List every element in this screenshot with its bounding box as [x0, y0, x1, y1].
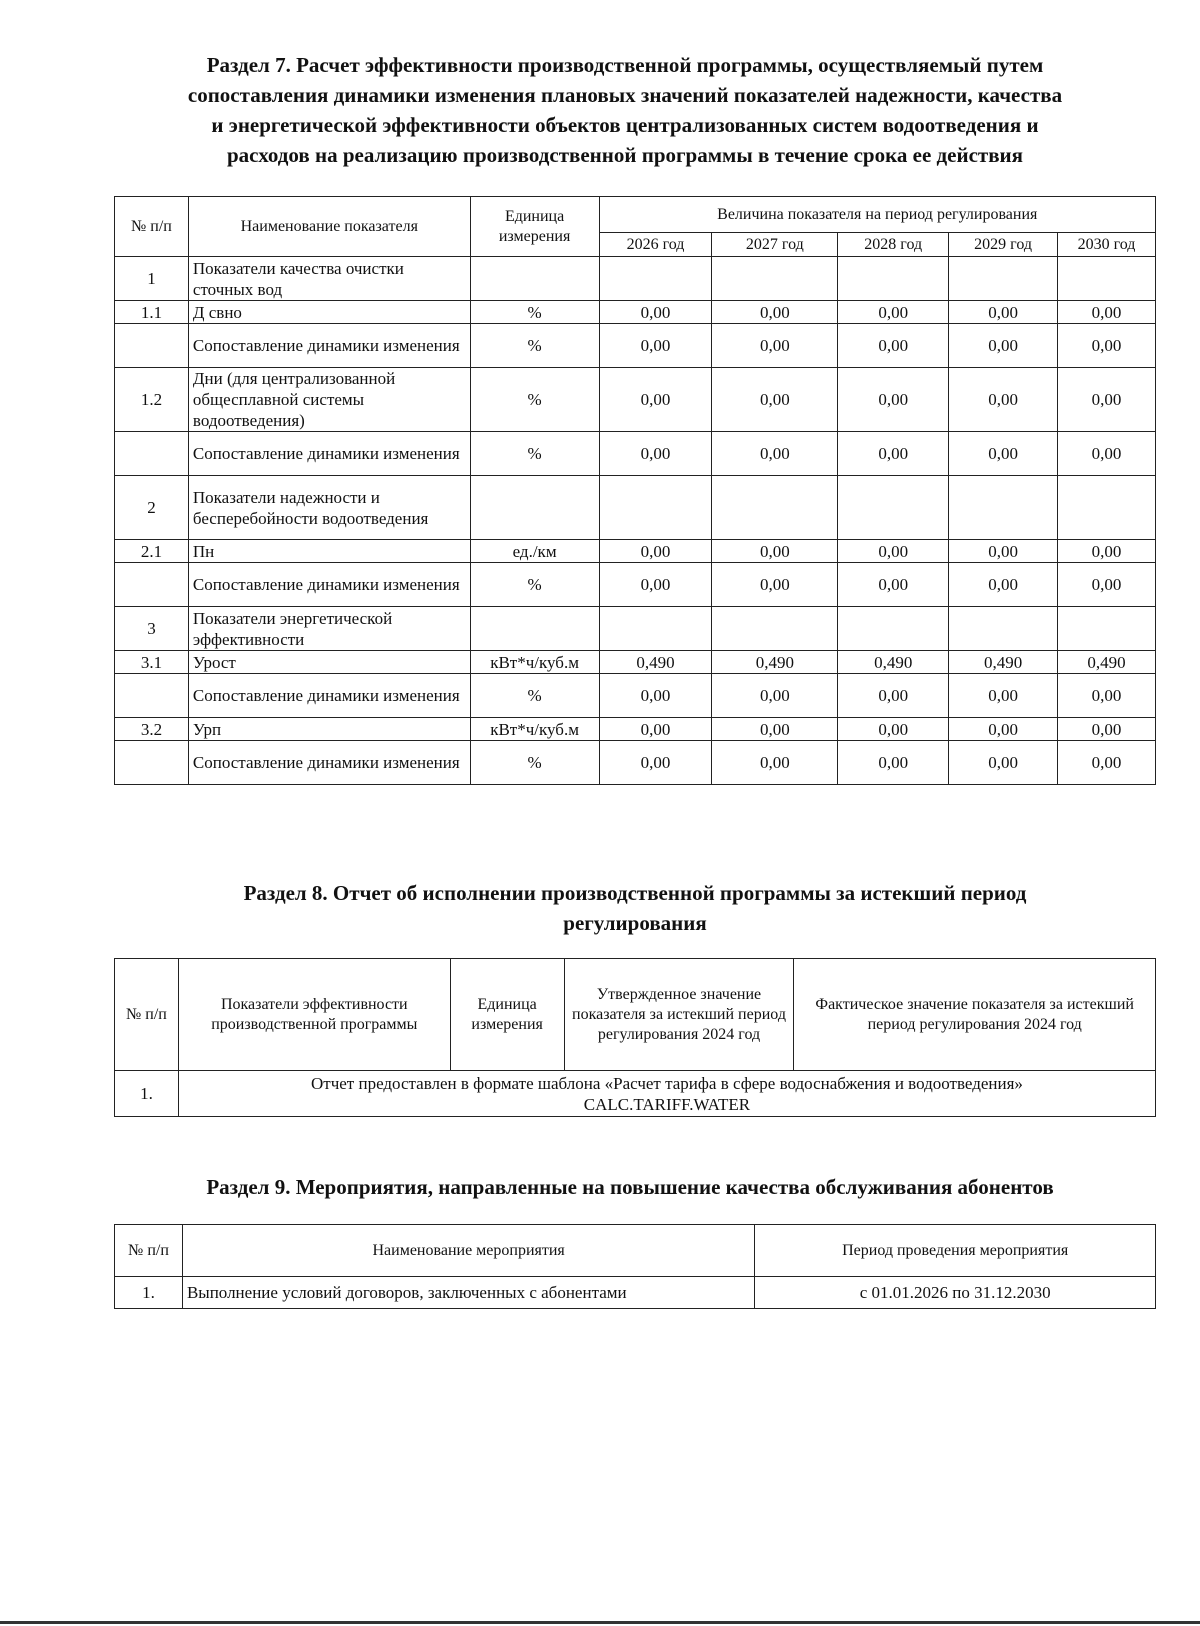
row-value [712, 476, 838, 540]
row-num: 3.1 [115, 651, 189, 674]
row-value: 0,00 [838, 674, 949, 718]
row-value: 0,00 [1058, 368, 1156, 432]
row-num [115, 563, 189, 607]
row-value: 0,490 [712, 651, 838, 674]
activities-row-name: Выполнение условий договоров, заключенных с абонентами [182, 1277, 754, 1309]
activities-header-period: Период проведения мероприятия [755, 1225, 1156, 1277]
row-name: Сопоставление динамики изменения [188, 432, 470, 476]
row-value: 0,490 [949, 651, 1058, 674]
row-value: 0,00 [838, 741, 949, 785]
row-value [599, 476, 712, 540]
row-unit: ед./км [470, 540, 599, 563]
report-header-indicators: Показатели эффективности производственной программы [178, 959, 450, 1071]
row-name: Сопоставление динамики изменения [188, 324, 470, 368]
row-value: 0,00 [949, 324, 1058, 368]
row-value: 0,00 [838, 432, 949, 476]
report-row-num: 1. [115, 1071, 179, 1117]
row-value: 0,00 [838, 368, 949, 432]
table-row [115, 301, 1156, 324]
activities-header-num: № п/п [115, 1225, 183, 1277]
row-value: 0,00 [949, 368, 1058, 432]
row-value: 0,00 [1058, 741, 1156, 785]
row-value: 0,00 [838, 563, 949, 607]
row-value: 0,00 [599, 301, 712, 324]
row-num: 1.2 [115, 368, 189, 432]
report-row-text [178, 1071, 1155, 1117]
row-unit: % [470, 432, 599, 476]
row-value: 0,490 [599, 651, 712, 674]
row-value: 0,00 [838, 540, 949, 563]
row-unit: % [470, 563, 599, 607]
row-value: 0,00 [949, 301, 1058, 324]
row-value: 0,00 [949, 563, 1058, 607]
row-value: 0,00 [1058, 718, 1156, 741]
table-row [115, 476, 1156, 540]
section9-title-line: Раздел 9. Мероприятия, направленные на повышение качества обслуживания абонентов [206, 1175, 1054, 1199]
header-num: № п/п [115, 197, 189, 257]
row-value: 0,00 [599, 674, 712, 718]
row-value [838, 476, 949, 540]
row-name: Показатели качества очистки сточных вод [188, 257, 470, 301]
section9-title [100, 1172, 1160, 1202]
row-name: Сопоставление динамики изменения [188, 674, 470, 718]
table-row [115, 741, 1156, 785]
row-value [838, 607, 949, 651]
row-value: 0,00 [838, 324, 949, 368]
table-row [115, 540, 1156, 563]
row-value [1058, 257, 1156, 301]
row-value [949, 476, 1058, 540]
row-value [599, 607, 712, 651]
row-value: 0,00 [1058, 674, 1156, 718]
row-unit: % [470, 674, 599, 718]
row-value: 0,00 [712, 563, 838, 607]
row-value: 0,00 [712, 368, 838, 432]
row-value: 0,00 [1058, 540, 1156, 563]
row-num: 1.1 [115, 301, 189, 324]
table-row [115, 718, 1156, 741]
header-year: 2030 год [1058, 233, 1156, 257]
row-value: 0,00 [712, 324, 838, 368]
row-unit [470, 607, 599, 651]
row-value: 0,00 [599, 718, 712, 741]
efficiency-table [114, 196, 1156, 785]
report-header-actual: Фактическое значение показателя за истекший период регулирования 2024 год [794, 959, 1156, 1071]
section7-title-line: Раздел 7. Расчет эффективности производственной программы, осуществляемый путем [206, 53, 1044, 77]
table-row [115, 368, 1156, 432]
row-value: 0,00 [949, 718, 1058, 741]
header-name: Наименование показателя [188, 197, 470, 257]
table-row [115, 432, 1156, 476]
row-num [115, 324, 189, 368]
row-value [1058, 476, 1156, 540]
section8-title-line: Раздел 8. Отчет об исполнении производственной программы за истекший период [243, 881, 1027, 905]
header-period: Величина показателя на период регулирования [599, 197, 1155, 233]
row-num [115, 432, 189, 476]
row-unit: % [470, 368, 599, 432]
row-value: 0,00 [949, 432, 1058, 476]
row-unit [470, 476, 599, 540]
header-year: 2026 год [599, 233, 712, 257]
table-row [115, 607, 1156, 651]
row-value: 0,00 [838, 718, 949, 741]
activities-table [114, 1224, 1156, 1309]
row-value: 0,00 [599, 324, 712, 368]
header-unit: Единица измерения [470, 197, 599, 257]
row-name: Д свно [188, 301, 470, 324]
row-value: 0,00 [949, 741, 1058, 785]
row-num: 1 [115, 257, 189, 301]
section7-title-line: и энергетической эффективности объектов централизованных систем водоотведения и [211, 113, 1039, 137]
row-unit: % [470, 301, 599, 324]
row-name: Показатели надежности и бесперебойности водоотведения [188, 476, 470, 540]
row-unit: % [470, 324, 599, 368]
row-num [115, 674, 189, 718]
row-value: 0,00 [712, 674, 838, 718]
report-header-unit: Единица измерения [450, 959, 564, 1071]
header-year: 2029 год [949, 233, 1058, 257]
row-num: 3.2 [115, 718, 189, 741]
row-name: Урп [188, 718, 470, 741]
report-header-num: № п/п [115, 959, 179, 1071]
row-unit: % [470, 741, 599, 785]
row-value [712, 607, 838, 651]
row-num [115, 741, 189, 785]
scan-edge-line [0, 1621, 1200, 1624]
row-value: 0,00 [949, 674, 1058, 718]
row-num: 3 [115, 607, 189, 651]
table-row [115, 563, 1156, 607]
row-value [838, 257, 949, 301]
row-value: 0,00 [599, 741, 712, 785]
section8-title-line: регулирования [563, 911, 707, 935]
activities-header-name: Наименование мероприятия [182, 1225, 754, 1277]
row-value [599, 257, 712, 301]
row-unit: кВт*ч/куб.м [470, 651, 599, 674]
row-value: 0,00 [599, 540, 712, 563]
header-year: 2027 год [712, 233, 838, 257]
report-row-line: Отчет предоставлен в формате шаблона «Расчет тарифа в сфере водоснабжения и водоотведения» [311, 1073, 1023, 1093]
section8-title [140, 878, 1130, 938]
table-row [115, 651, 1156, 674]
row-value: 0,490 [838, 651, 949, 674]
row-value: 0,00 [712, 301, 838, 324]
section7-title-line: сопоставления динамики изменения плановых значений показателей надежности, качества [187, 83, 1063, 107]
row-value: 0,00 [712, 741, 838, 785]
row-name: Дни (для централизованной общесплавной системы водоотведения) [188, 368, 470, 432]
row-value [949, 607, 1058, 651]
report-row-line: CALC.TARIFF.WATER [583, 1094, 751, 1114]
row-value: 0,00 [1058, 432, 1156, 476]
row-value [1058, 607, 1156, 651]
row-value: 0,00 [1058, 563, 1156, 607]
section7-title [100, 50, 1150, 170]
row-name: Сопоставление динамики изменения [188, 741, 470, 785]
row-name: Урост [188, 651, 470, 674]
row-value: 0,00 [1058, 301, 1156, 324]
row-num: 2 [115, 476, 189, 540]
row-value [949, 257, 1058, 301]
row-value: 0,00 [712, 540, 838, 563]
row-value: 0,00 [838, 301, 949, 324]
section7-title-line: расходов на реализацию производственной программы в течение срока ее действия [226, 143, 1024, 167]
row-value: 0,00 [599, 563, 712, 607]
row-value: 0,00 [599, 368, 712, 432]
row-value: 0,490 [1058, 651, 1156, 674]
table-row [115, 674, 1156, 718]
report-table [114, 958, 1156, 1117]
table-row [115, 324, 1156, 368]
header-year: 2028 год [838, 233, 949, 257]
row-unit: кВт*ч/куб.м [470, 718, 599, 741]
table-row [115, 257, 1156, 301]
row-value [712, 257, 838, 301]
row-value: 0,00 [1058, 324, 1156, 368]
activities-row-num: 1. [115, 1277, 183, 1309]
row-name: Сопоставление динамики изменения [188, 563, 470, 607]
report-header-approved: Утвержденное значение показателя за истекший период регулирования 2024 год [564, 959, 794, 1071]
row-num: 2.1 [115, 540, 189, 563]
row-value: 0,00 [712, 432, 838, 476]
row-name: Пн [188, 540, 470, 563]
activities-row-period: с 01.01.2026 по 31.12.2030 [755, 1277, 1156, 1309]
row-value: 0,00 [712, 718, 838, 741]
row-unit [470, 257, 599, 301]
row-value: 0,00 [949, 540, 1058, 563]
row-name: Показатели энергетической эффективности [188, 607, 470, 651]
row-value: 0,00 [599, 432, 712, 476]
